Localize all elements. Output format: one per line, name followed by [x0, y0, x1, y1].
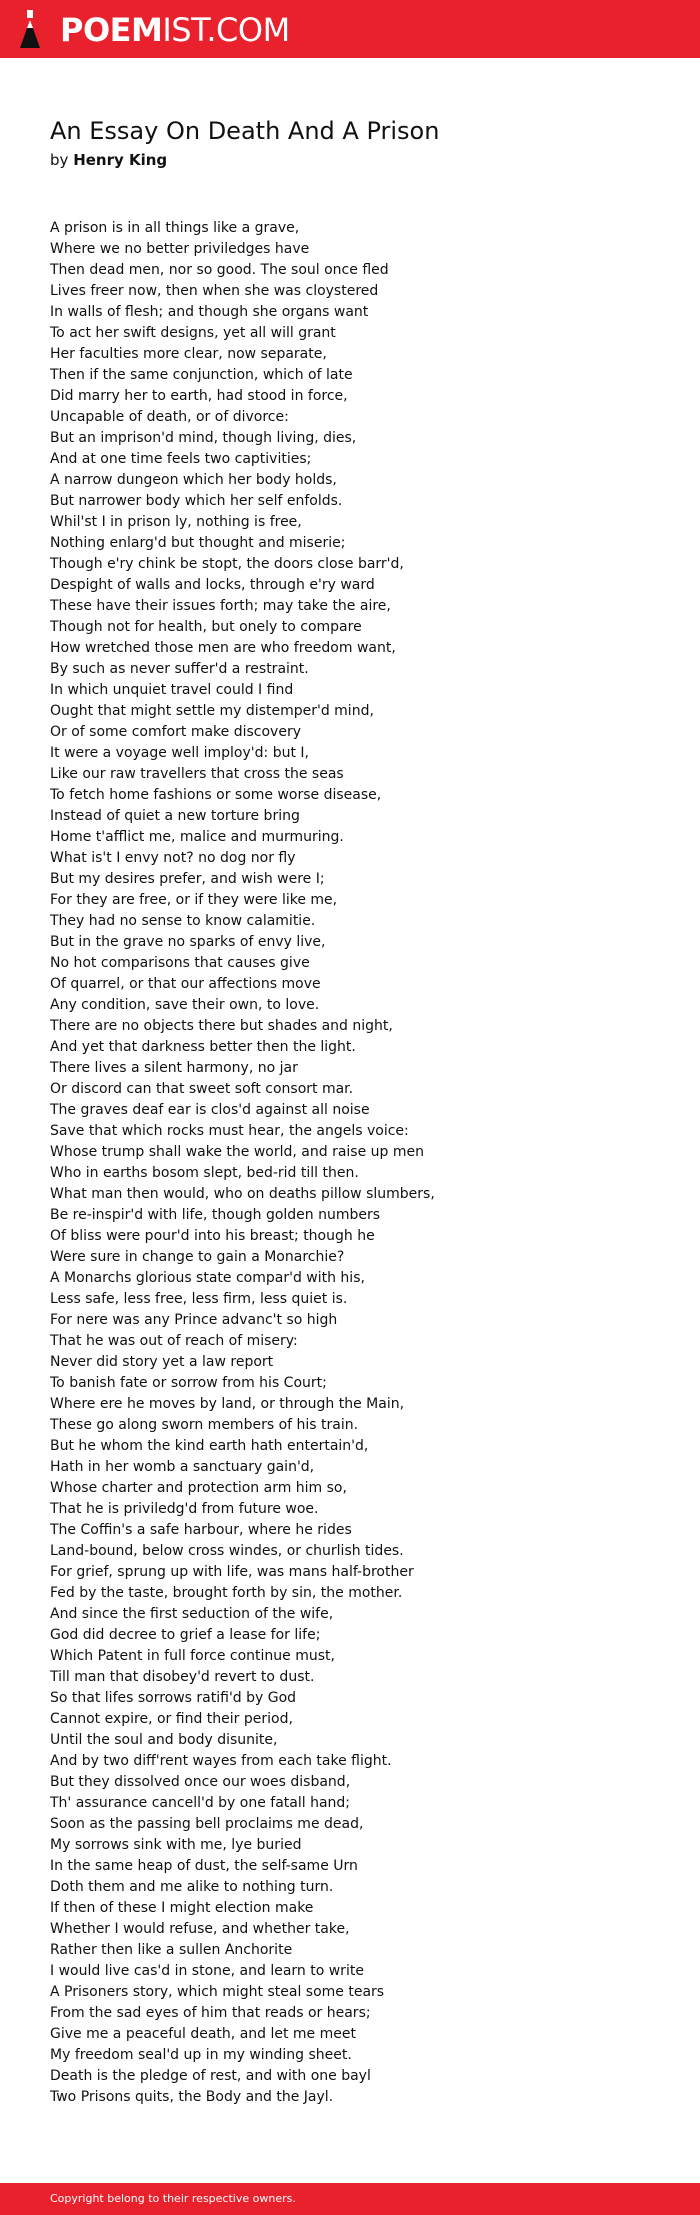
poem-line: The graves deaf ear is clos'd against all noise	[50, 1102, 370, 1118]
poem-line: And by two diff'rent wayes from each take flight.	[50, 1753, 392, 1769]
poem-title: An Essay On Death And A Prison	[50, 117, 440, 145]
poem-line: A narrow dungeon which her body holds,	[50, 472, 337, 488]
poem-line: Then if the same conjunction, which of late	[50, 367, 353, 383]
poem-line: To act her swift designs, yet all will grant	[50, 325, 336, 341]
poem-line: Never did story yet a law report	[50, 1354, 274, 1370]
poem-line: Of quarrel, or that our affections move	[50, 976, 321, 992]
poem-line: So that lifes sorrows ratifi'd by God	[50, 1690, 297, 1706]
poem-line: Any condition, save their own, to love.	[50, 997, 320, 1013]
poem-line: Until the soul and body disunite,	[50, 1732, 278, 1748]
poem-line: Cannot expire, or find their period,	[50, 1711, 293, 1727]
poem-line: And yet that darkness better then the light.	[50, 1039, 356, 1055]
logo-bold-text: POEM	[60, 11, 163, 49]
poem-line: Lives freer now, then when she was cloystered	[50, 283, 379, 299]
poem-line: In which unquiet travel could I find	[50, 682, 294, 698]
poem-line: I would live cas'd in stone, and learn to write	[50, 1963, 364, 1979]
poem-line: In walls of flesh; and though she organs want	[50, 304, 369, 320]
poem-line: But my desires prefer, and wish were I;	[50, 871, 325, 887]
poem-line: Two Prisons quits, the Body and the Jayl.	[50, 2089, 334, 2105]
poem-line: Doth them and me alike to nothing turn.	[50, 1879, 334, 1895]
poem-line: Th' assurance cancell'd by one fatall hand;	[50, 1795, 351, 1811]
poem-line: From the sad eyes of him that reads or hears;	[50, 2005, 371, 2021]
poem-line: Did marry her to earth, had stood in force,	[50, 388, 348, 404]
poem-line: Whether I would refuse, and whether take,	[50, 1921, 350, 1937]
site-header	[0, 0, 700, 58]
site-footer	[0, 2183, 700, 2215]
poem-line: Her faculties more clear, now separate,	[50, 346, 327, 362]
poem-line: If then of these I might election make	[50, 1900, 314, 1916]
poem-line: That he was out of reach of misery:	[50, 1333, 298, 1349]
poem-line: Soon as the passing bell proclaims me dead,	[50, 1816, 364, 1832]
poem-line: God did decree to grief a lease for life;	[50, 1627, 321, 1643]
poem-line: But he whom the kind earth hath entertain'd,	[50, 1438, 369, 1454]
poem-line: Then dead men, nor so good. The soul once fled	[50, 262, 389, 278]
poem-line: That he is priviledg'd from future woe.	[50, 1501, 319, 1517]
poem-line: Instead of quiet a new torture bring	[50, 808, 300, 824]
poem-line: Or discord can that sweet soft consort mar.	[50, 1081, 354, 1097]
poem-line: Or of some comfort make discovery	[50, 724, 301, 740]
poem-line: Which Patent in full force continue must,	[50, 1648, 335, 1664]
poem-line: It were a voyage well imploy'd: but I,	[50, 745, 309, 761]
poem-line: Less safe, less free, less firm, less quiet is.	[50, 1291, 348, 1307]
poem-line: In the same heap of dust, the self-same Urn	[50, 1858, 358, 1874]
poem-line: Home t'afflict me, malice and murmuring.	[50, 829, 344, 845]
poem-line: Though e'ry chink be stopt, the doors close barr'd,	[50, 556, 404, 572]
poem-line: Were sure in change to gain a Monarchie?	[50, 1249, 345, 1265]
poem-line: Whose charter and protection arm him so,	[50, 1480, 347, 1496]
poem-line: A Monarchs glorious state compar'd with his,	[50, 1270, 365, 1286]
poem-line: Be re-inspir'd with life, though golden numbers	[50, 1207, 381, 1223]
poem-line: Where we no better priviledges have	[50, 241, 310, 257]
poem-line: Till man that disobey'd revert to dust.	[50, 1669, 315, 1685]
poem-line: To fetch home fashions or some worse disease,	[50, 787, 382, 803]
poem-line: What man then would, who on deaths pillow slumbers,	[50, 1186, 435, 1202]
copyright-text: Copyright belong to their respective owners.	[50, 2192, 296, 2205]
author-link[interactable]: Henry King	[73, 151, 168, 169]
poem-line: Death is the pledge of rest, and with one bayl	[50, 2068, 371, 2084]
poem-line: My sorrows sink with me, lye buried	[50, 1837, 302, 1853]
poem-line: Where ere he moves by land, or through the Main,	[50, 1396, 405, 1412]
poem-line: There are no objects there but shades and night,	[50, 1018, 393, 1034]
poem-line: But an imprison'd mind, though living, dies,	[50, 430, 357, 446]
poem-line: Whose trump shall wake the world, and raise up men	[50, 1144, 424, 1160]
poem-line: Ought that might settle my distemper'd mind,	[50, 703, 374, 719]
by-label: by	[50, 151, 69, 169]
poem-line: And at one time feels two captivities;	[50, 451, 312, 467]
poem-line: Give me a peaceful death, and let me meet	[50, 2026, 356, 2042]
poem-line: These go along sworn members of his train.	[50, 1417, 359, 1433]
poem-line: What is't I envy not? no dog nor fly	[50, 850, 296, 866]
pen-nib-icon[interactable]	[16, 10, 44, 50]
poem-line: Of bliss were pour'd into his breast; though he	[50, 1228, 375, 1244]
poem-line: There lives a silent harmony, no jar	[50, 1060, 298, 1076]
poem-line: Whil'st I in prison ly, nothing is free,	[50, 514, 302, 530]
poem-line: Who in earths bosom slept, bed-rid till then.	[50, 1165, 359, 1181]
poem-line: Nothing enlarg'd but thought and miserie;	[50, 535, 346, 551]
poem-line: Rather then like a sullen Anchorite	[50, 1942, 293, 1958]
poem-line: They had no sense to know calamitie.	[50, 913, 316, 929]
poem-line: For they are free, or if they were like me,	[50, 892, 338, 908]
poem-line: No hot comparisons that causes give	[50, 955, 310, 971]
poem-line: Save that which rocks must hear, the angels voice:	[50, 1123, 409, 1139]
poem-line: But they dissolved once our woes disband,	[50, 1774, 351, 1790]
poem-line: Hath in her womb a sanctuary gain'd,	[50, 1459, 315, 1475]
poem-line: But in the grave no sparks of envy live,	[50, 934, 326, 950]
poem-line: The Coffin's a safe harbour, where he rides	[50, 1522, 352, 1538]
poem-line: By such as never suffer'd a restraint.	[50, 661, 309, 677]
poem-line: And since the first seduction of the wife,	[50, 1606, 334, 1622]
poem-line: Despight of walls and locks, through e'ry ward	[50, 577, 375, 593]
poem-line: Though not for health, but onely to compare	[50, 619, 362, 635]
poem-line: For grief, sprung up with life, was mans half-brother	[50, 1564, 414, 1580]
poem-line: Uncapable of death, or of divorce:	[50, 409, 289, 425]
site-logo[interactable]	[60, 10, 290, 50]
poem-line: Fed by the taste, brought forth by sin, the mother.	[50, 1585, 403, 1601]
poem-line: Like our raw travellers that cross the seas	[50, 766, 344, 782]
poem-line: A prison is in all things like a grave,	[50, 220, 300, 236]
poem-line: Land-bound, below cross windes, or churlish tides.	[50, 1543, 404, 1559]
poem-line: These have their issues forth; may take the aire,	[50, 598, 391, 614]
poem-line: To banish fate or sorrow from his Court;	[50, 1375, 327, 1391]
poem-body	[50, 218, 670, 2108]
poem-line: A Prisoners story, which might steal some tears	[50, 1984, 385, 2000]
poem-line: But narrower body which her self enfolds.	[50, 493, 343, 509]
poem-line: My freedom seal'd up in my winding sheet.	[50, 2047, 352, 2063]
logo-light-text: IST.COM	[162, 11, 290, 49]
poem-line: For nere was any Prince advanc't so high	[50, 1312, 338, 1328]
byline	[50, 150, 167, 170]
poem-line: How wretched those men are who freedom want,	[50, 640, 396, 656]
